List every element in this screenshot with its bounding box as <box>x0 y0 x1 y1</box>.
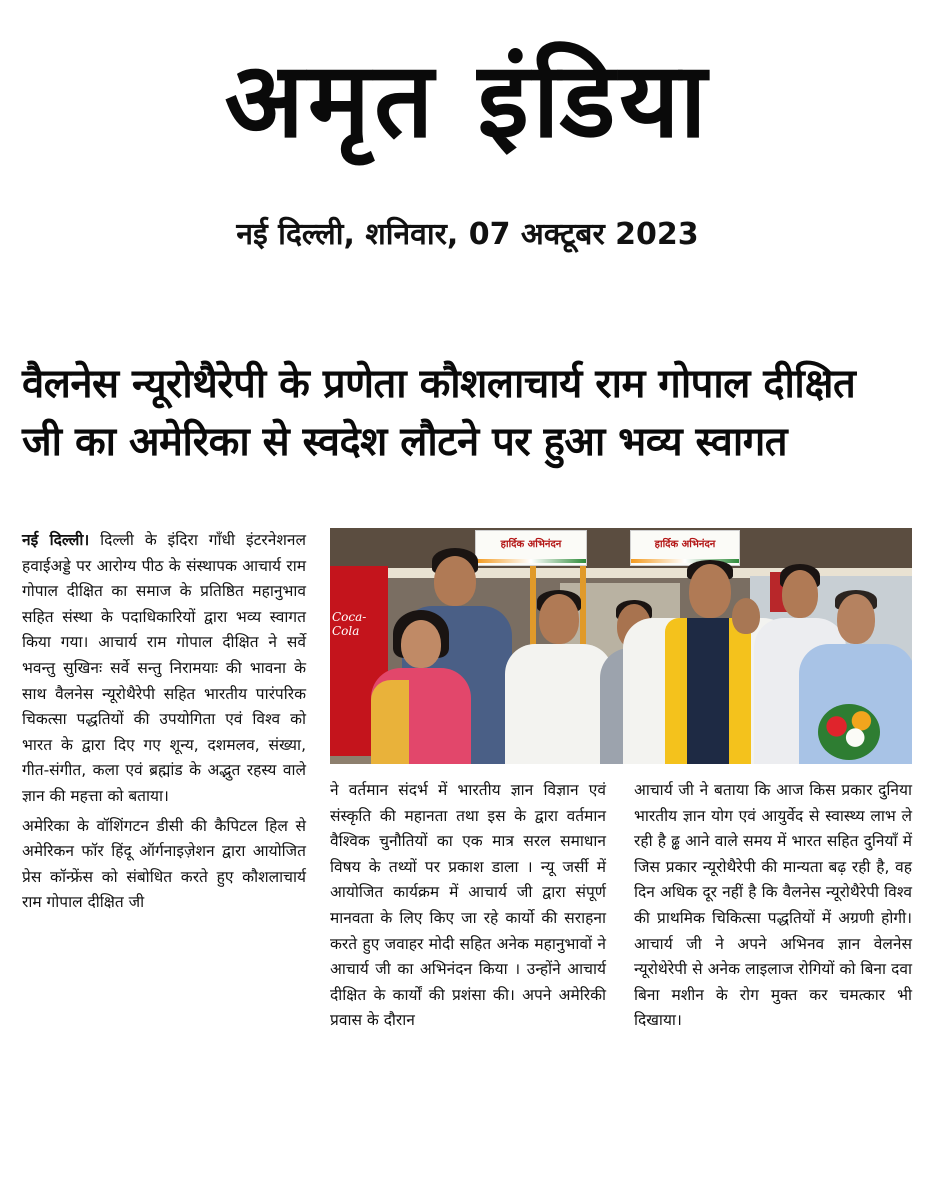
flower-bouquet-icon <box>818 704 880 760</box>
banner-tricolor-stripe <box>476 559 586 563</box>
article-headline <box>22 355 917 471</box>
article-column-1 <box>22 528 306 920</box>
newspaper-masthead: अमृत इंडिया <box>224 39 711 161</box>
article-column-3 <box>634 778 912 1038</box>
column-1-paragraph-2: अमेरिका के वॉशिंगटन डीसी की कैपिटल हिल से अमेरिकन फॉर हिंदू ऑर्गनाइज़ेशन द्वारा आयोजित प्रेस कॉन्फ्रेंस को संबोधित करते हुए कौशलाचार्य राम गोपाल दीक्षित जी <box>22 816 306 912</box>
article-column-2 <box>330 778 606 1038</box>
dateline: नई दिल्ली, शनिवार, 07 अक्टूबर 2023 <box>236 217 699 252</box>
welcome-banner-text: हार्दिक अभिनंदन <box>654 539 716 550</box>
column-3-text: आचार्य जी ने बताया कि आज किस प्रकार दुनिया भारतीय ज्ञान योग एवं आयुर्वेद से स्वास्थ्य लाभ ले रही है ढ्ढ आने वाले समय में भारत सहित दुनियाँ में जिस प्रकार न्यूरोथैरेपी की मान्यता बढ़ रही है, वह दिन अधिक दूर नहीं है कि वैलनेस न्यूरोथैरेपी विश्व की प्राथमिक चिकित्सा पद्धतियों में अग्रणी होगी। आचार्य जी ने अपने अभिनव ज्ञान वेलनेस न्यूरोथेरेपी से अनेक लाइलाज रोगियों को बिना दवा बिना मशीन के रोग मुक्त कर चमत्कार भी दिखाया। <box>634 781 912 1030</box>
photo-ceiling <box>330 528 912 568</box>
welcome-banner <box>630 530 740 566</box>
coca-cola-logo-text: Coca-Cola <box>332 610 367 638</box>
news-photo <box>330 528 912 764</box>
column-1-text-1: दिल्ली के इंदिरा गाँधी इंटरनेशनल हवाईअड्डे पर आरोग्य पीठ के संस्थापक आचार्य राम गोपाल दीक्षित का समाज के प्रतिष्ठित महानुभाव सहित संस्था के पदाधिकारियों द्वारा भव्य स्वागत किया गया। आचार्य राम गोपाल दीक्षित ने सर्वे भवन्तु सुखिनः सर्वे सन्तु निरामयाः की भावना के साथ वैलनेस न्यूरोथैरेपी सहित भारतीय पारंपरिक चिकत्सा पद्धतियों की उपयोगिता एवं विश्व को भारत के द्वारा दिए गए शून्य, दशमलव, संख्या, गीत-संगीत, कला एवं ब्रह्मांड के अद्भुत रहस्य वाले ज्ञान की महत्ता को बताया। <box>22 531 306 805</box>
headline-line-2: जी का अमेरिका से स्वदेश लौटने पर हुआ भव्य स्वागत <box>22 419 788 465</box>
welcome-banner <box>475 530 587 566</box>
place-tag: नई दिल्ली। <box>22 531 90 549</box>
welcome-banner-text: हार्दिक अभिनंदन <box>500 539 562 550</box>
column-2-text: ने वर्तमान संदर्भ में भारतीय ज्ञान विज्ञान एवं संस्कृति की महानता तथा इस के द्वारा वर्तमान वैश्विक चुनौतियों का एक मात्र सरल समाधान विषय के तथ्यों पर प्रकाश डाला । न्यू जर्सी में आयोजित कार्यक्रम में आचार्य जी द्वारा संपूर्ण मानवता के लिए किए जा रहे कार्यो की सराहना करते हुए जवाहर मोदी सहित अनेक महानुभावों ने आचार्य जी का अभिनंदन किया । उन्होंने आचार्य दीक्षित के कार्यों की प्रशंसा की। अपने अमेरिकी प्रवास के दौरान <box>330 781 606 1030</box>
column-1-paragraph-1 <box>22 528 306 810</box>
headline-line-1: वैलनेस न्यूरोथैरेपी के प्रणेता कौशलाचार्य राम गोपाल दीक्षित <box>22 361 856 407</box>
